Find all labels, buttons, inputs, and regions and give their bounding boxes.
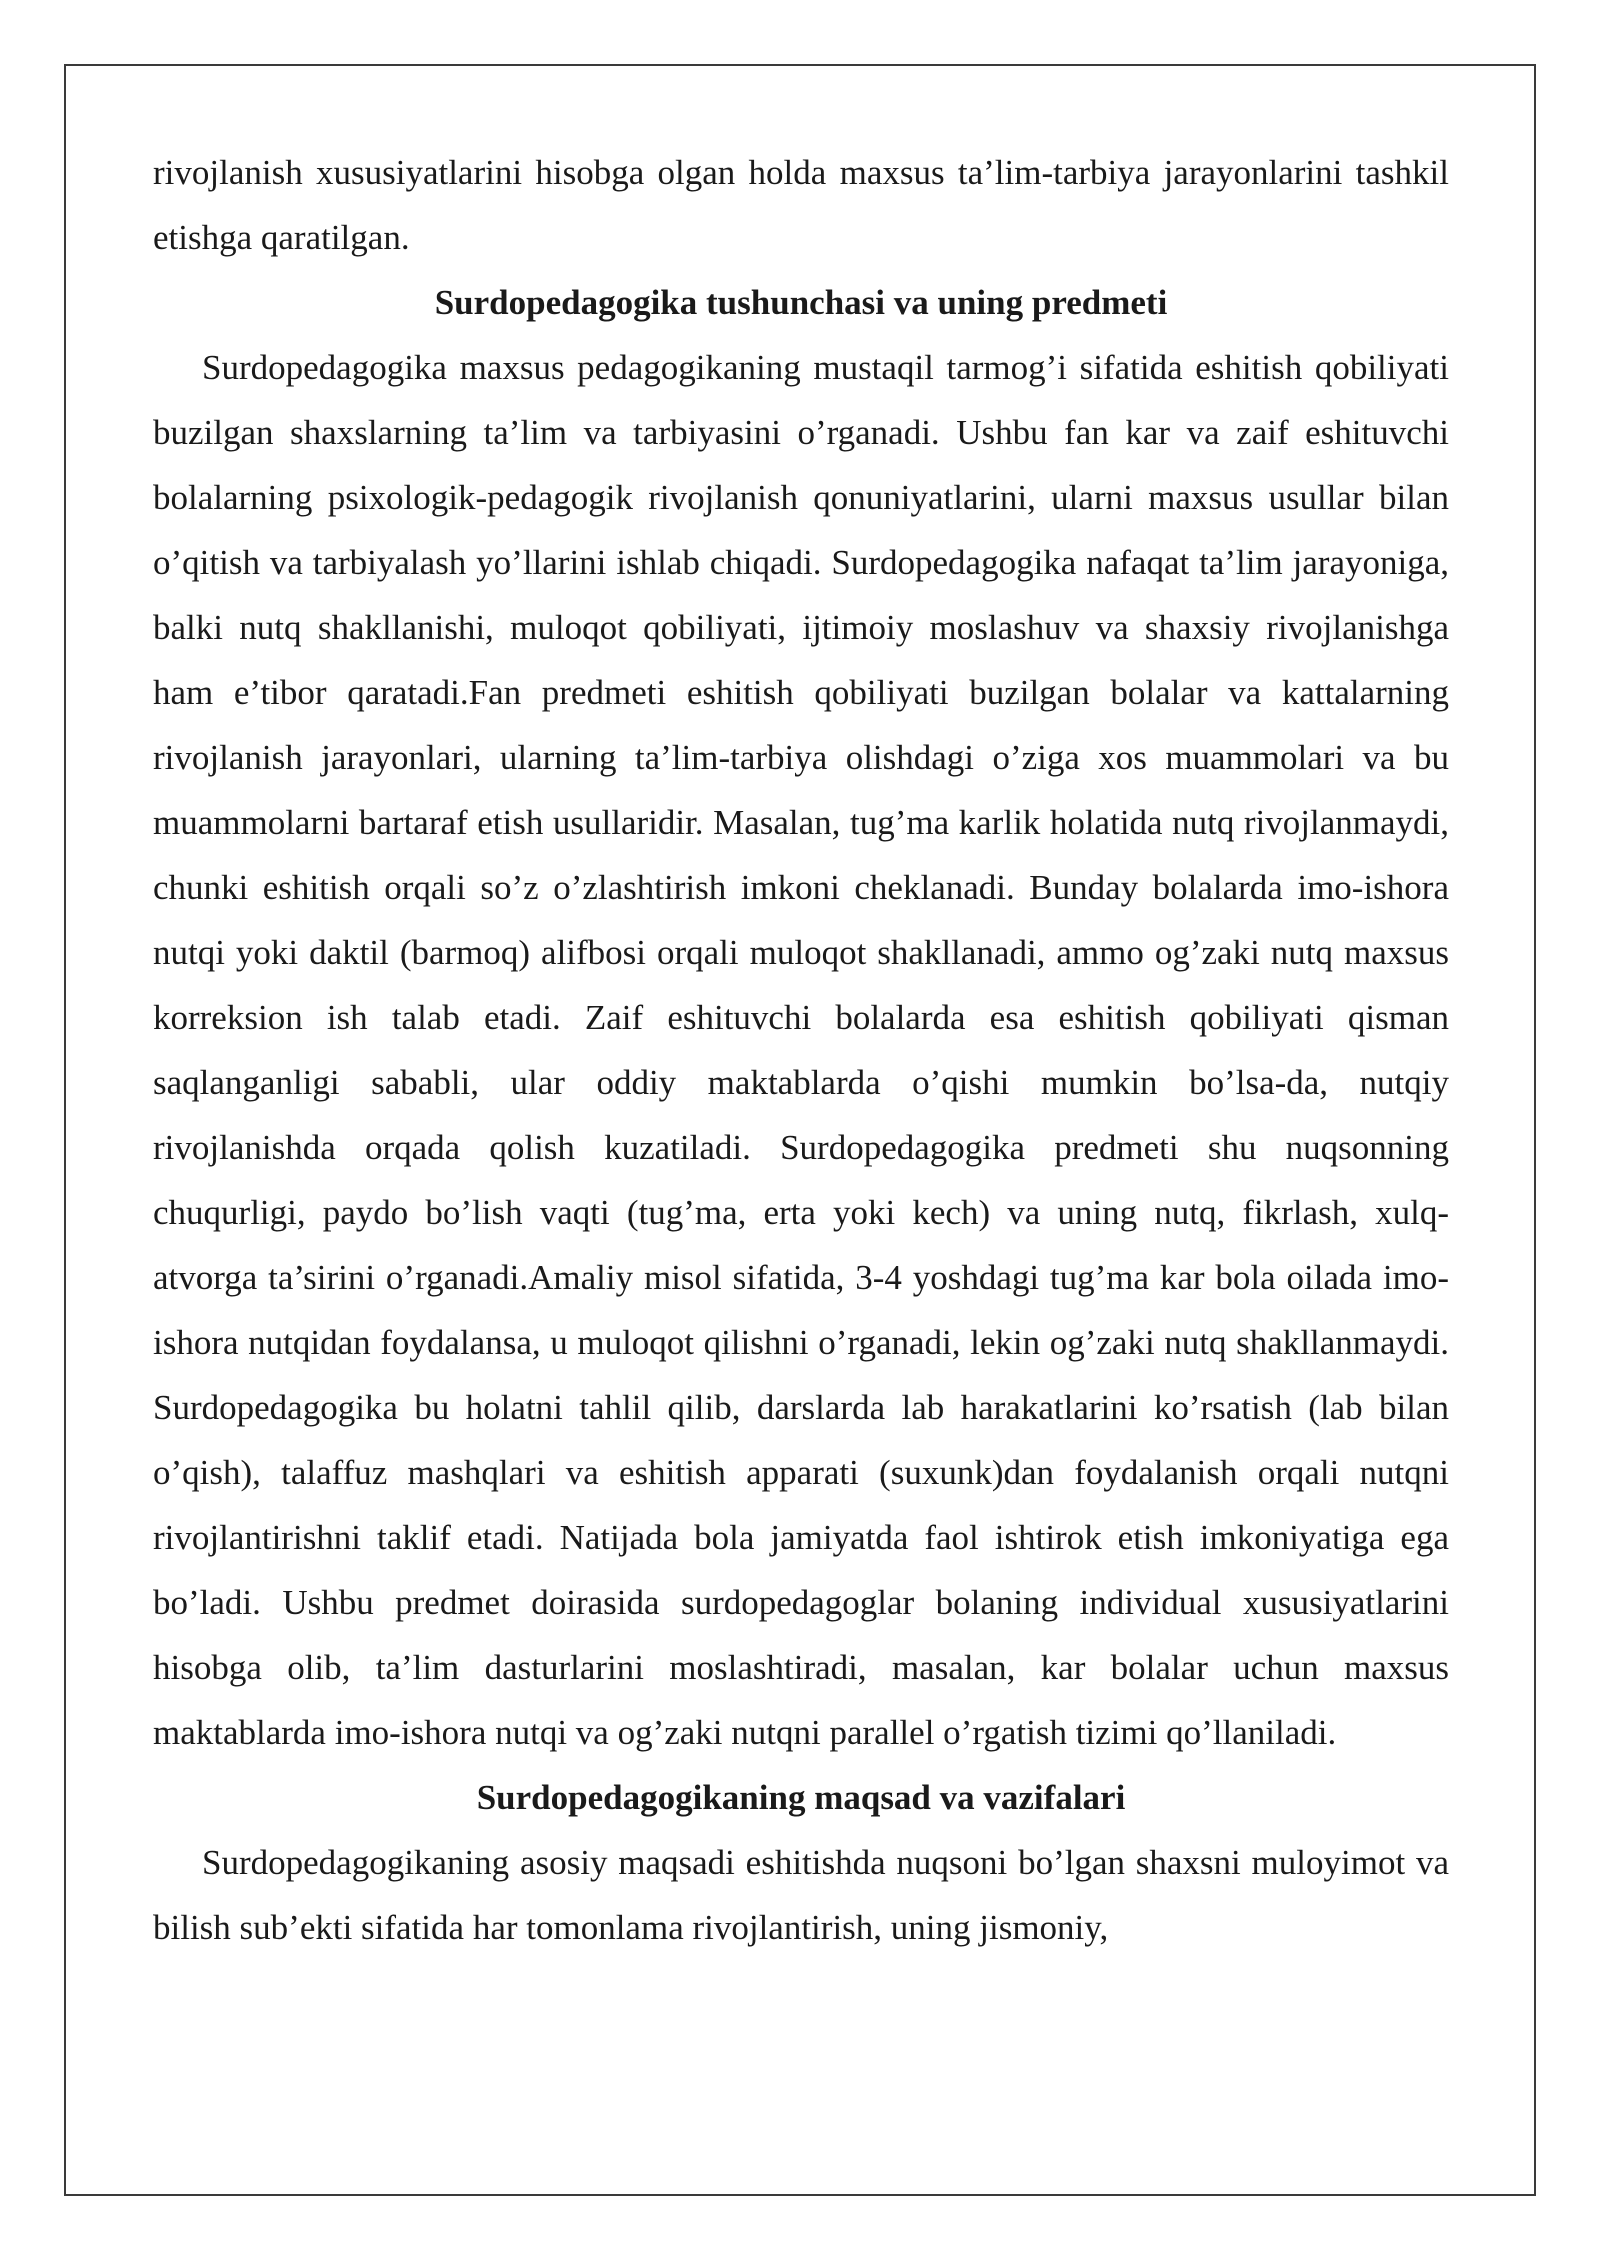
section-heading-subject: Surdopedagogika tushunchasi va uning predmeti <box>434 283 1168 322</box>
document-body <box>153 140 1449 1960</box>
paragraph-continuation: rivojlanish xususiyatlarini hisobga olgan holda maxsus ta’lim-tarbiya jarayonlarini tashkil etishga qaratilgan. <box>153 153 1449 257</box>
paragraph-subject: Surdopedagogika maxsus pedagogikaning mustaqil tarmog’i sifatida eshitish qobiliyati buzilgan shaxslarning ta’lim va tarbiyasini o’rganadi. Ushbu fan kar va zaif eshituvchi bolalarning psixologik-pedagogik rivojlanish qonuniyatlarini, ularni maxsus usullar bilan o’qitish va tarbiyalash yo’llarini ishlab chiqadi. Surdopedagogika nafaqat ta’lim jarayoniga, balki nutq shakllanishi, muloqot qobiliyati, ijtimoiy moslashuv va shaxsiy rivojlanishga ham e’tibor qaratadi.Fan predmeti eshitish qobiliyati buzilgan bolalar va kattalarning rivojlanish jarayonlari, ularning ta’lim-tarbiya olishdagi o’ziga xos muammolari va bu muammolarni bartaraf etish usullaridir. Masalan, tug’ma karlik holatida nutq rivojlanmaydi, chunki eshitish orqali so’z o’zlashtirish imkoni cheklanadi. Bunday bolalarda imo-ishora nutqi yoki daktil (barmoq) alifbosi orqali muloqot shakllanadi, ammo og’zaki nutq maxsus korreksion ish talab etadi. Zaif eshituvchi bolalarda esa eshitish qobiliyati qisman saqlanganligi sababli, ular oddiy maktablarda o’qishi mumkin bo’lsa-da, nutqiy rivojlanishda orqada qolish kuzatiladi. Surdopedagogika predmeti shu nuqsonning chuqurligi, paydo bo’lish vaqti (tug’ma, erta yoki kech) va uning nutq, fikrlash, xulq-atvorga ta’sirini o’rganadi.Amaliy misol sifatida, 3-4 yoshdagi tug’ma kar bola oilada imo-ishora nutqidan foydalansa, u muloqot qilishni o’rganadi, lekin og’zaki nutq shakllanmaydi. Surdopedagogika bu holatni tahlil qilib, darslarda lab harakatlarini ko’rsatish (lab bilan o’qish), talaffuz mashqlari va eshitish apparati (suxunk)dan foydalanish orqali nutqni rivojlantirishni taklif etadi. Natijada bola jamiyatda faol ishtirok etish imkoniyatiga ega bo’ladi. Ushbu predmet doirasida surdopedagoglar bolaning individual xususiyatlarini hisobga olib, ta’lim dasturlarini moslashtiradi, masalan, kar bolalar uchun maxsus maktablarda imo-ishora nutqi va og’zaki nutqni parallel o’rgatish tizimi qo’llaniladi. <box>153 348 1449 1752</box>
section-heading-goals: Surdopedagogikaning maqsad va vazifalari <box>476 1778 1126 1817</box>
paragraph-goals: Surdopedagogikaning asosiy maqsadi eshitishda nuqsoni bo’lgan shaxsni muloyimot va bilish sub’ekti sifatida har tomonlama rivojlantirish, uning jismoniy, <box>153 1843 1449 1947</box>
